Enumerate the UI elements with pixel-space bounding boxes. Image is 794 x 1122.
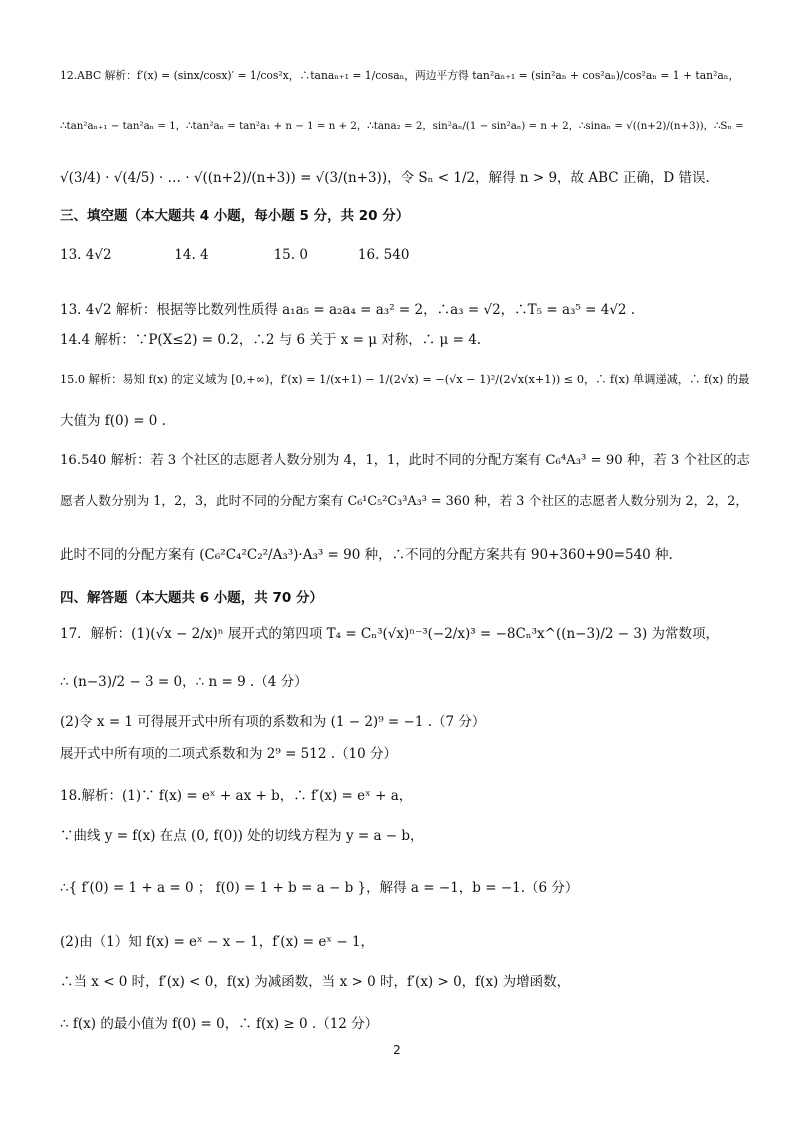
q18-line5: ∴当 x < 0 时，f′(x) < 0，f(x) 为减函数，当 x > 0 时，f′(x) > 0，f(x) 为增函数， (60, 974, 571, 990)
answer-16: 16. 540 (357, 247, 410, 263)
q18-line1: 18.解析：(1)∵ f(x) = eˣ + ax + b，∴ f′(x) = eˣ + a， (60, 788, 413, 804)
q17-line4: 展开式中所有项的二项式系数和为 2⁹ = 512 .（10 分） (60, 746, 398, 762)
answer-14: 14. 4 (174, 247, 209, 263)
q18-line2: ∵曲线 y = f(x) 在点 (0, f(0)) 处的切线方程为 y = a − b， (60, 828, 424, 844)
q18-line3: ∴{ f′(0) = 1 + a = 0 ； f(0) = 1 + b = a − b }，解得 a = −1，b = −1.（6 分） (60, 880, 579, 896)
q12-line2: ∴tan²aₙ₊₁ − tan²aₙ = 1，∴tan²aₙ = tan²a₁ + n − 1 = n + 2，∴tana₂ = 2，sin²aₙ/(1 − sin²aₙ) = n + 2，∴sinaₙ = √((n+2)/(n+3))，∴Sₙ = (60, 120, 744, 132)
q16-line2: 愿者人数分别为 1，2，3，此时不同的分配方案有 C₆¹C₅²C₃³A₃³ = 360 种，若 3 个社区的志愿者人数分别为 2，2，2， (60, 494, 749, 509)
q17-line3: (2)令 x = 1 可得展开式中所有项的系数和为 (1 − 2)⁹ = −1 .（7 分） (60, 714, 486, 730)
answer-13: 13. 4√2 (60, 247, 112, 263)
q14-solution: 14.4 解析：∵P(X≤2) = 0.2，∴2 与 6 关于 x = μ 对称，∴ μ = 4. (60, 332, 482, 348)
section3-heading: 三、填空题（本大题共 4 小题，每小题 5 分，共 20 分） (60, 208, 410, 224)
answer-15: 15. 0 (273, 247, 308, 263)
q17-line2: ∴ (n−3)/2 − 3 = 0，∴ n = 9 .（4 分） (60, 674, 308, 690)
q17-line1: 17．解析：(1)(√x − 2/x)ⁿ 展开式的第四项 T₄ = Cₙ³(√x)ⁿ⁻³(−2/x)³ = −8Cₙ³x^((n−3)/2 − 3) 为常数项， (60, 626, 720, 642)
q12-line1: 12.ABC 解析：f′(x) = (sinx/cosx)′ = 1/cos²x，∴tanaₙ₊₁ = 1/cosaₙ，两边平方得 tan²aₙ₊₁ = (sin²aₙ + cos²aₙ)/cos²aₙ = 1 + tan²aₙ， (60, 69, 740, 82)
fill-in-answers (60, 245, 750, 265)
q12-line3: √(3/4) · √(4/5) · … · √((n+2)/(n+3)) = √(3/(n+3))，令 Sₙ < 1/2，解得 n > 9，故 ABC 正确，D 错误. (60, 170, 710, 186)
page-number: 2 (393, 1043, 401, 1057)
section4-heading: 四、解答题（本大题共 6 小题，共 70 分） (60, 590, 323, 606)
q13-solution: 13. 4√2 解析：根据等比数列性质得 a₁a₅ = a₂a₄ = a₃² = 2，∴a₃ = √2，∴T₅ = a₃⁵ = 4√2 . (60, 302, 636, 318)
q15-line1: 15.0 解析：易知 f(x) 的定义域为 [0,+∞)，f′(x) = 1/(x+1) − 1/(2√x) = −(√x − 1)²/(2√x(x+1)) ≤ 0，∴ f(x) 单调递减，∴ f(x) 的最 (60, 373, 750, 386)
q16-line3: 此时不同的分配方案有 (C₆²C₄²C₂²/A₃³)·A₃³ = 90 种，∴不同的分配方案共有 90+360+90=540 种. (60, 547, 673, 563)
q15-line2: 大值为 f(0) = 0 . (60, 413, 166, 429)
q18-line4: (2)由（1）知 f(x) = eˣ − x − 1，f′(x) = eˣ − 1， (60, 934, 375, 950)
q16-line1: 16.540 解析：若 3 个社区的志愿者人数分别为 4，1，1，此时不同的分配方案有 C₆⁴A₃³ = 90 种，若 3 个社区的志 (60, 453, 750, 468)
q18-line6: ∴ f(x) 的最小值为 f(0) = 0，∴ f(x) ≥ 0 .（12 分） (60, 1016, 379, 1032)
